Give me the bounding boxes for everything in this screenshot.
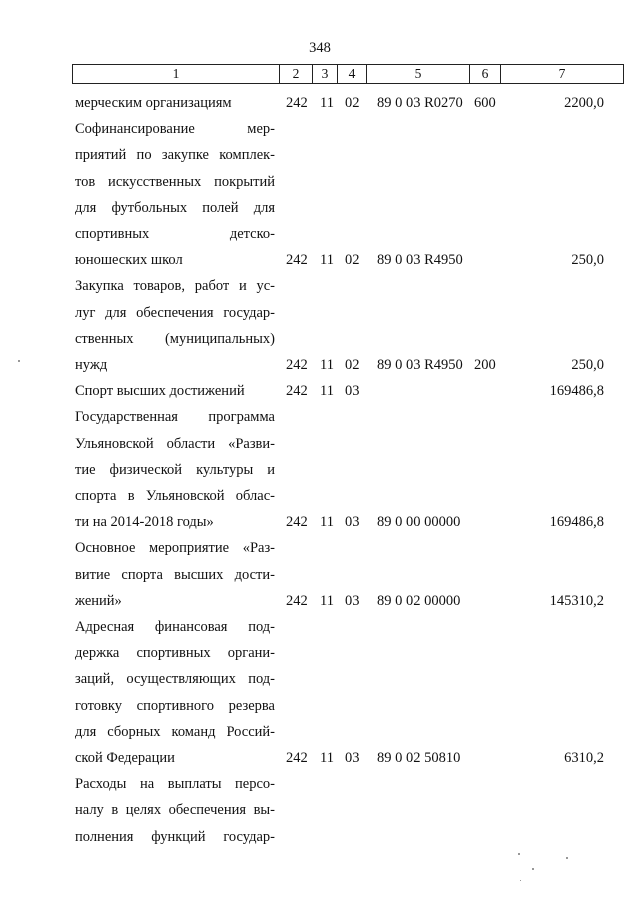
- description-line: Ульяновской области «Разви-: [75, 435, 275, 452]
- column-header-row: [73, 65, 624, 84]
- description-line: для сборных команд Россий-: [75, 723, 275, 740]
- row-description: [75, 90, 275, 116]
- row-cell-c5: 89 0 00 00000: [377, 514, 461, 531]
- description-line: заций, осуществляющих под-: [75, 671, 275, 688]
- row-description: [75, 771, 275, 850]
- row-cell-c6: 600: [474, 95, 496, 111]
- row-cell-c4: 03: [345, 750, 360, 766]
- table-row: [0, 614, 640, 771]
- description-line: Закупка товаров, работ и ус-: [75, 278, 275, 295]
- table-row: [0, 378, 640, 404]
- description-line: ти на 2014-2018 годы»: [75, 514, 214, 531]
- row-cell-c3: 11: [320, 514, 334, 531]
- row-cell-c5: 89 0 03 R0270: [377, 95, 463, 111]
- description-line: мерческим организациям: [75, 95, 232, 111]
- row-cell-c4: 03: [345, 383, 360, 400]
- description-line: юношеских школ: [75, 252, 183, 269]
- row-cell-c2: 242: [286, 592, 308, 609]
- row-cell-c7: 2200,0: [564, 95, 604, 111]
- description-line: Адресная финансовая под-: [75, 619, 275, 635]
- row-cell-c7: 250,0: [571, 356, 604, 373]
- description-line: витие спорта высших дости-: [75, 566, 275, 583]
- table-row: [0, 273, 640, 378]
- row-cell-c3: 11: [320, 252, 334, 269]
- description-line: Софинансирование мер-: [75, 121, 275, 138]
- row-cell-c2: 242: [286, 383, 308, 400]
- description-line: полнения функций государ-: [75, 828, 275, 845]
- row-cell-c7: 169486,8: [549, 514, 604, 531]
- table-row: [0, 116, 640, 273]
- description-line: для футбольных полей для: [75, 199, 275, 216]
- description-line: Государственная программа: [75, 409, 275, 426]
- row-cell-c3: 11: [320, 356, 334, 373]
- column-header-5: 5: [367, 65, 470, 84]
- description-line: готовку спортивного резерва: [75, 697, 275, 714]
- row-cell-c2: 242: [286, 252, 308, 269]
- row-cell-c5: 89 0 03 R4950: [377, 356, 463, 373]
- row-cell-c4: 02: [345, 95, 360, 111]
- column-header-1: 1: [73, 65, 280, 84]
- description-line: Спорт высших достижений: [75, 383, 245, 400]
- row-cell-c4: 03: [345, 592, 360, 609]
- description-line: Расходы на выплаты персо-: [75, 776, 275, 793]
- description-line: жений»: [75, 592, 122, 609]
- description-line: нужд: [75, 356, 108, 373]
- row-cell-c5: 89 0 03 R4950: [377, 252, 463, 269]
- table-row: [0, 771, 640, 850]
- description-line: ской Федерации: [75, 749, 175, 766]
- page-number: 348: [309, 40, 331, 56]
- row-cell-c2: 242: [286, 514, 308, 531]
- row-cell-c2: 242: [286, 356, 308, 373]
- row-cell-c5: 89 0 02 50810: [377, 750, 461, 766]
- row-description: [75, 116, 275, 273]
- row-description: [75, 273, 275, 378]
- column-header-7: 7: [501, 65, 624, 84]
- row-cell-c4: 03: [345, 514, 360, 531]
- column-header-3: 3: [313, 65, 338, 84]
- column-header-table: [72, 64, 624, 84]
- column-header-2: 2: [280, 65, 313, 84]
- row-cell-c7: 250,0: [571, 252, 604, 269]
- row-cell-c3: 11: [320, 750, 334, 766]
- row-cell-c6: 200: [474, 356, 496, 373]
- row-cell-c3: 11: [320, 592, 334, 609]
- column-header-4: 4: [338, 65, 367, 84]
- row-description: [75, 378, 275, 404]
- row-description: [75, 535, 275, 614]
- description-line: тов искусственных покрытий: [75, 173, 275, 190]
- table-row: [0, 535, 640, 614]
- table-row: [0, 90, 640, 116]
- description-line: приятий по закупке комплек-: [75, 147, 275, 164]
- row-cell-c7: 169486,8: [549, 383, 604, 400]
- scan-speck: [566, 857, 568, 859]
- description-line: ственных (муниципальных): [75, 330, 275, 347]
- row-cell-c2: 242: [286, 95, 308, 111]
- row-cell-c3: 11: [320, 383, 334, 400]
- description-line: держка спортивных органи-: [75, 645, 275, 662]
- scan-speck: [518, 853, 520, 855]
- row-description: [75, 404, 275, 535]
- row-cell-c7: 145310,2: [549, 592, 604, 609]
- row-description: [75, 614, 275, 771]
- description-line: луг для обеспечения государ-: [75, 304, 275, 321]
- scan-speck: [18, 360, 20, 362]
- row-cell-c4: 02: [345, 356, 360, 373]
- row-cell-c7: 6310,2: [564, 750, 604, 766]
- row-cell-c3: 11: [320, 95, 334, 111]
- description-line: спорта в Ульяновской облас-: [75, 487, 275, 504]
- row-cell-c2: 242: [286, 750, 308, 766]
- scan-speck: [520, 880, 521, 881]
- row-cell-c4: 02: [345, 252, 360, 269]
- description-line: спортивных детско-: [75, 225, 275, 242]
- description-line: тие физической культуры и: [75, 461, 275, 478]
- row-cell-c5: 89 0 02 00000: [377, 592, 461, 609]
- column-header-6: 6: [470, 65, 501, 84]
- description-line: Основное мероприятие «Раз-: [75, 540, 275, 557]
- description-line: налу в целях обеспечения вы-: [75, 802, 275, 819]
- scan-speck: [532, 868, 534, 870]
- table-row: [0, 404, 640, 535]
